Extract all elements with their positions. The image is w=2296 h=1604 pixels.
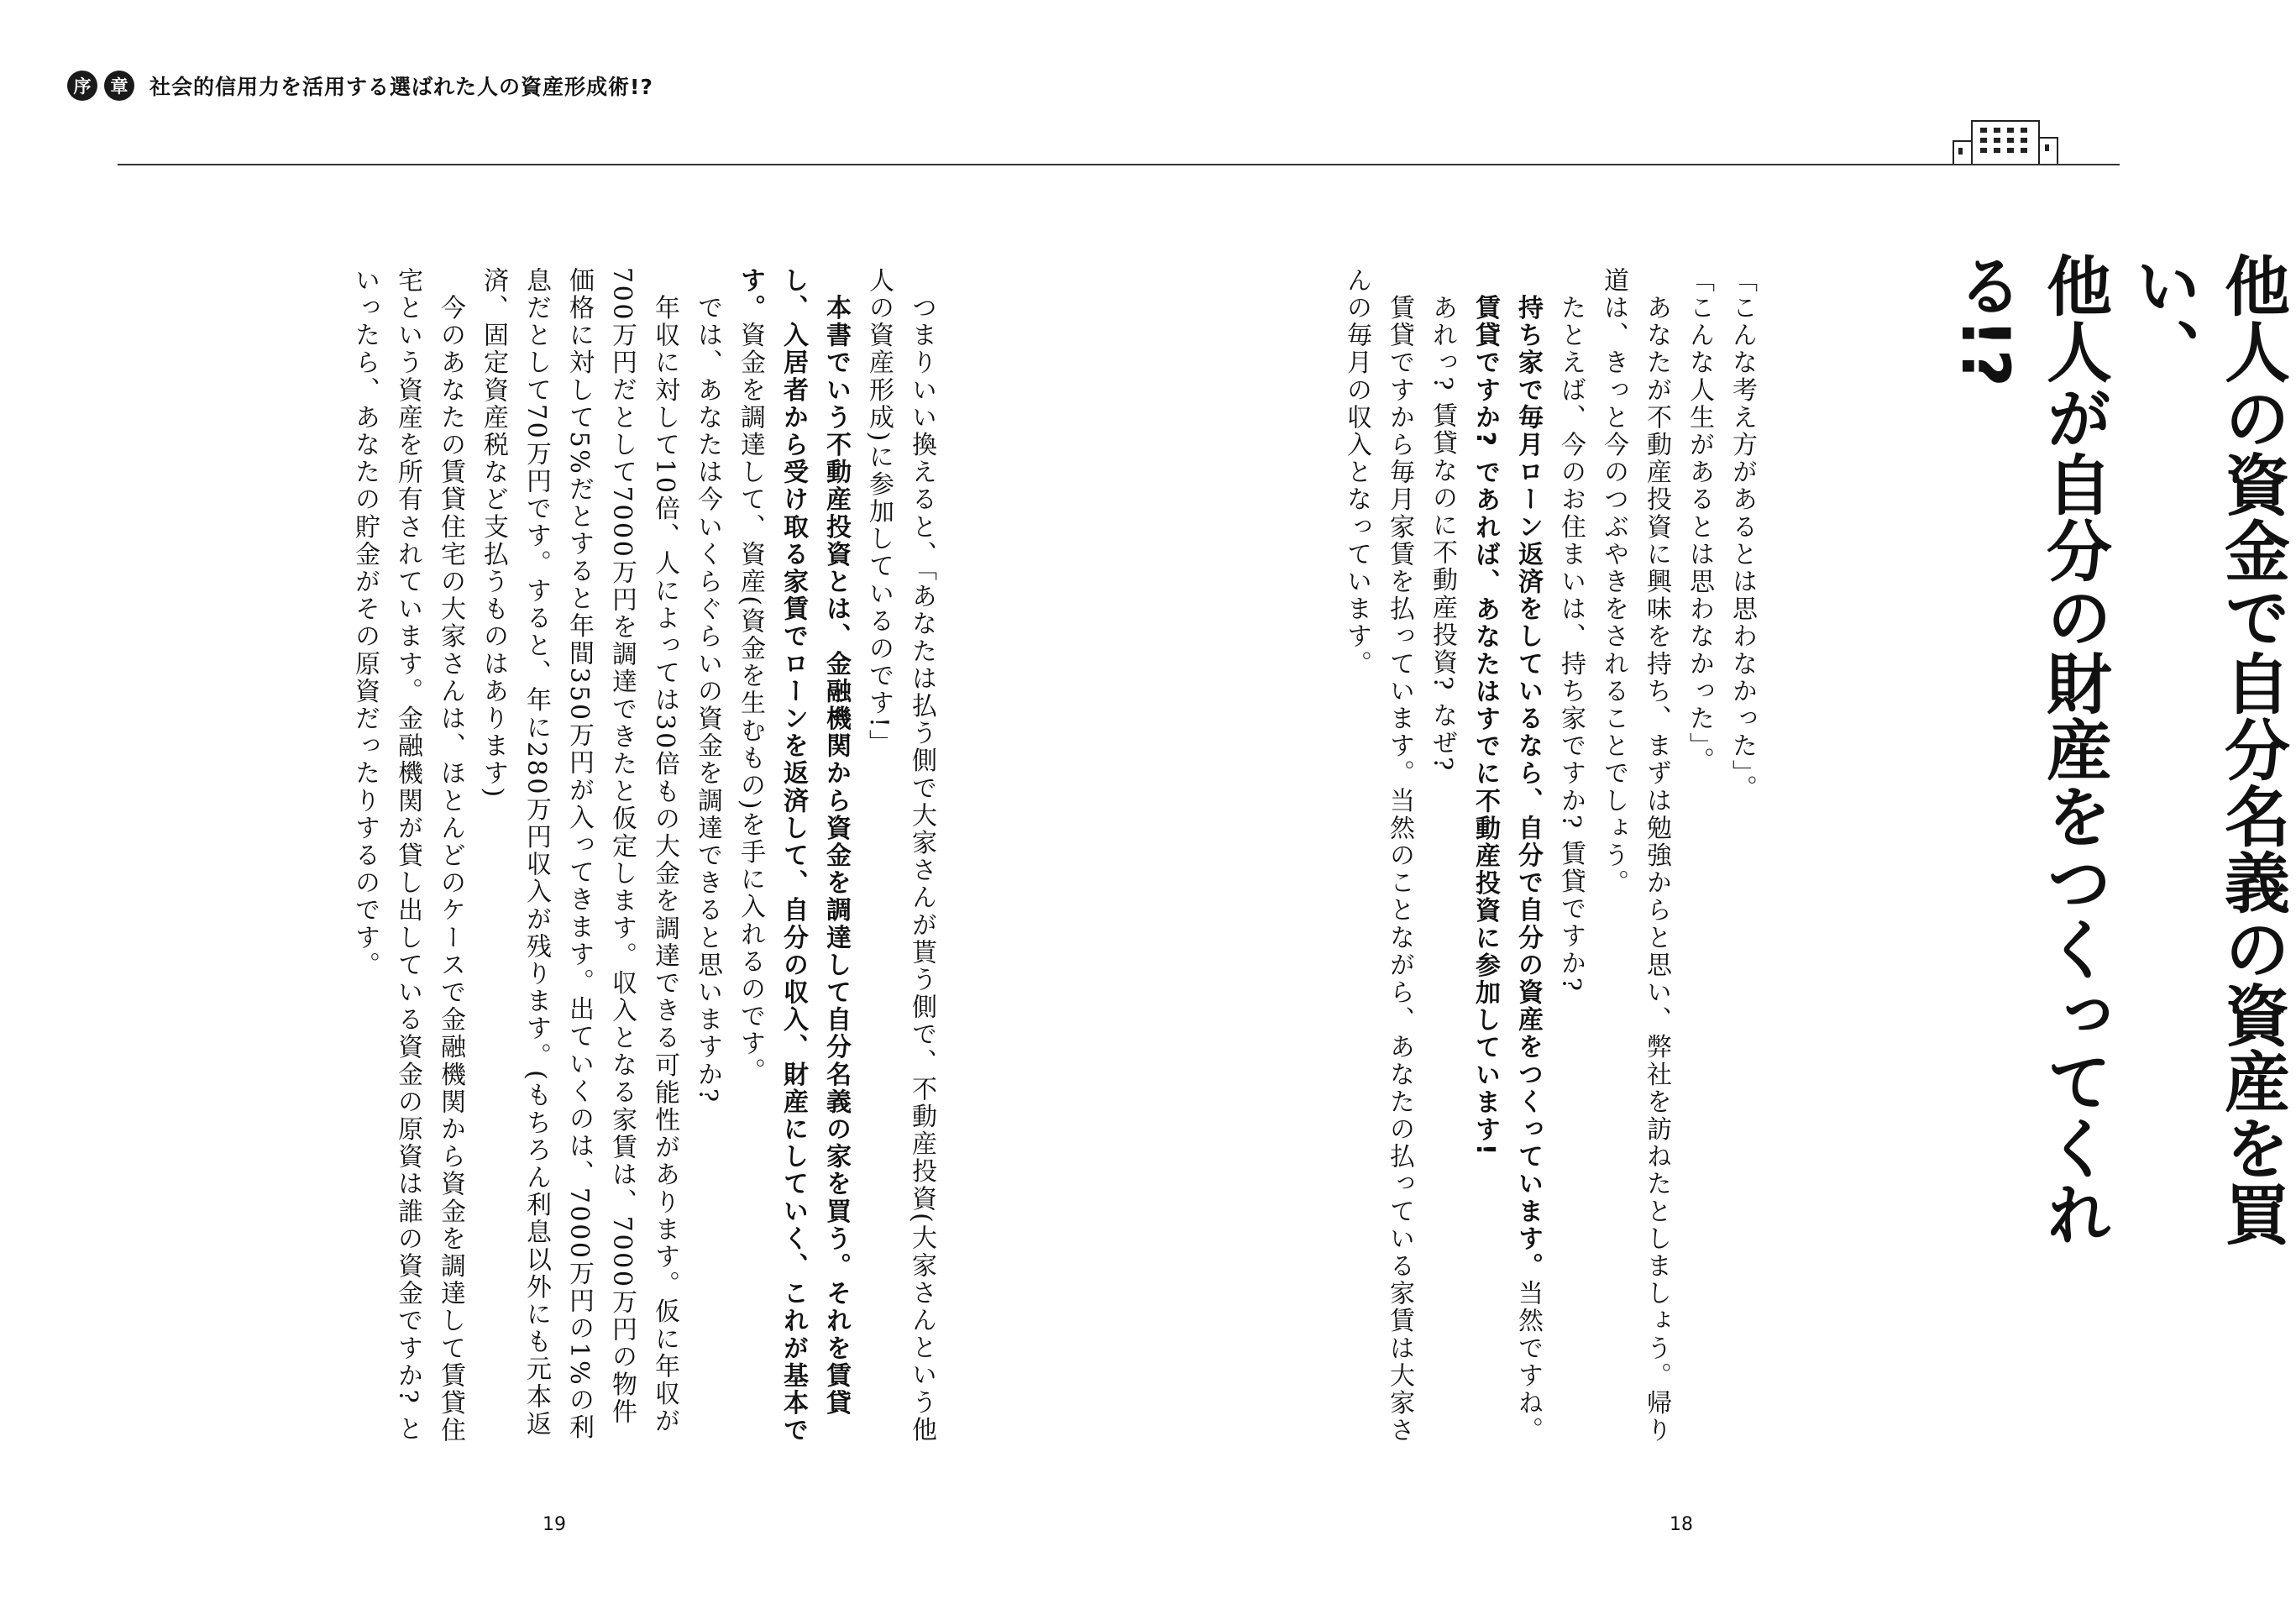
- paragraph: [1421, 267, 1464, 1447]
- paragraph: [686, 267, 729, 1447]
- paragraph-text: では、あなたは今いくらぐらいの資金を調達できると思いますか?: [693, 294, 722, 1104]
- paragraph-text: あなたが不動産投資に興味を持ち、まずは勉強からと思い、弊社を訪ねたとしましょう。帰り道は、きっと今のつぶやきをされることでしょう。: [1599, 267, 1671, 1444]
- emphasis-text: 本書でいう不動産投資とは、金融機関から資金を調達して自分名義の家を買う。それを賃貸し、入居者から受け取る家賃でローンを返済して、自分の収入、財産にしていく、これが基本です。: [736, 267, 851, 1444]
- header-rule: [118, 164, 2120, 165]
- paragraph-text: 資金を調達して、資産(資金を生むもの)を手に入れるのです。: [736, 322, 765, 1086]
- paragraph: [729, 267, 857, 1447]
- paragraph-text: 当然ですね。: [1513, 1280, 1543, 1444]
- chapter-title: 社会的信用力を活用する選ばれた人の資産形成術!?: [149, 75, 653, 99]
- running-header: [67, 71, 653, 101]
- paragraph-text: つまりいい換えると、「あなたは払う側で大家さんが貰う側で、不動産投資(大家さんという他人の資産形成)に参加しているのです!」: [864, 267, 936, 1444]
- paragraph: [857, 267, 943, 1447]
- section-heading: [1940, 252, 2296, 1293]
- paragraph-text: 今のあなたの賃貸住宅の大家さんは、ほとんどのケースで金融機関から資金を調達して賃貸住宅という資産を所有されています。金融機関が貸し出している資金の原資は誰の資金ですか? といったら、あなたの貯金がその原資だったりするのです。: [350, 267, 465, 1444]
- chapter-badge-jo: 序: [67, 71, 97, 101]
- paragraph-text: たとえば、今のお住まいは、持ち家ですか? 賃貸ですか?: [1556, 294, 1586, 993]
- heading-line-2: 他人が自分の財産をつくってくれる!?: [1947, 252, 2111, 1247]
- paragraph-text: 賃貸ですから毎月家賃を払っています。当然のことながら、あなたの払っている家賃は大家さんの毎月の収入となっています。: [1342, 267, 1414, 1444]
- paragraph: [343, 267, 472, 1447]
- paragraph: [1335, 267, 1421, 1447]
- chapter-badge-sho: 章: [104, 71, 134, 101]
- paragraph: [472, 267, 686, 1447]
- paragraph: [1592, 267, 1678, 1447]
- heading-line-1: 他人の資金で自分名義の資産を買い、: [2125, 252, 2289, 1247]
- emphasis-text: 持ち家で毎月ローン返済をしているなら、自分で自分の資産をつくっています。: [1513, 294, 1543, 1281]
- left-page-body: [166, 267, 943, 1447]
- page-number-left: 19: [543, 1514, 566, 1535]
- building-icon: [1947, 116, 2064, 165]
- paragraph: [1549, 267, 1592, 1447]
- paragraph-text: あれっ? 賃貸なのに不動産投資? なぜ?: [1428, 294, 1457, 773]
- paragraph: 「こんな人生があるとは思わなかった」。: [1685, 267, 1714, 775]
- emphasis-text: 賃貸ですか? であれば、あなたはすでに不動産投資に参加しています!: [1470, 294, 1500, 1157]
- paragraph-text: 年収に対して10倍、人によっては30倍もの大金を調達できる可能性があります。仮に年収が700万円だとして7000万円を調達できたと仮定します。収入となる家賃は、7000万円の物件価格に対して5%だとすると年間350万円が入ってきます。出ていくのは、7000万円の1%の利息だとして70万円です。すると、年に280万円収入が残ります。(もちろん利息以外にも元本返済、固定資産税など支払うものはあります): [479, 267, 679, 1442]
- right-page-body: [1306, 267, 1764, 1447]
- page-number-right: 18: [1670, 1514, 1693, 1535]
- paragraph: 「こんな考え方があるとは思わなかった」。: [1727, 267, 1757, 802]
- paragraph: [1507, 267, 1549, 1447]
- paragraph: [1464, 267, 1507, 1447]
